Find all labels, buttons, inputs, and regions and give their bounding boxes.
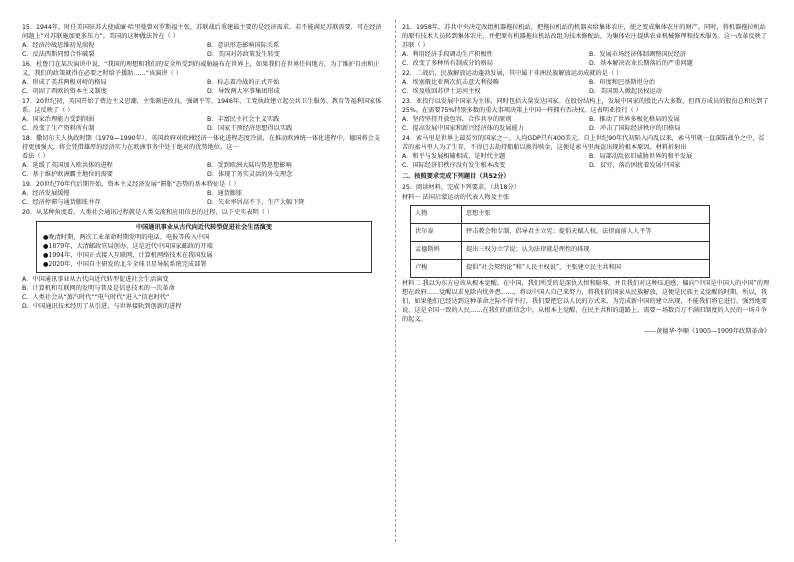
question-stem: 18．撒切尔夫人执政时期（1979—1990年），英国政府对欧洲经济一体化进程态度冷淡，在推动欧洲统一体化进程中，德国将会支持更加强大，将会凭借雄厚的经济实力在欧洲事务中处于绝对的优势地位。这一 xyxy=(22,134,381,151)
table-cell-person: 卢梭 xyxy=(411,259,462,277)
option-c[interactable]: C．基于维护欧洲霸主地位的需要 xyxy=(22,170,113,178)
question-stem: 20．从某种角度看，人类社会通讯过程就是人类交流和应用信息的过程，以下史实表明（ ） xyxy=(22,208,274,216)
option-b[interactable]: B．受到欧洲大陆均势思想影响 xyxy=(207,161,292,169)
question-stem: 19．20世纪70年代后期开始，资本主义经济发展“滞胀”态势的基本特征是（ ） xyxy=(22,180,240,188)
option-d[interactable]: D．贫穷，落后困扰着发展中国家 xyxy=(589,161,681,169)
question-stem: 16．杜鲁门在某次演讲中说，“我国的理想和我们的安全所受到的威胁遍布在世界上，如果我们在世界任何地方，为了维护自由和正义，我们的政策就得在必要之时给予援助……”该演讲（ ） xyxy=(22,60,380,77)
option-c[interactable]: C．改变了多种所有制成分的格局 xyxy=(402,59,493,67)
question-18 xyxy=(22,135,386,180)
material-source: ——黄德华·李顺《1905—1909年政期革命》 xyxy=(643,327,770,335)
option-b[interactable]: B．发展市场经济体制调整国民经济 xyxy=(589,50,687,58)
option-a[interactable]: A．坚持坚持开放包容，合作共享的原则 xyxy=(402,115,512,123)
option-d[interactable]: D．失业率居高不下，生产大幅下降 xyxy=(207,198,305,206)
section-heading: 二、按照要求完成下列题目（共52分） xyxy=(402,172,510,180)
question-stem-tail: 看法（ ） xyxy=(22,152,49,160)
option-d[interactable]: D．导致两大军事集团形成 xyxy=(207,87,280,95)
question-25 xyxy=(402,184,770,337)
question-stem: 21．1958年，苏共中央决定改组机器拖拉机站，把拖拉机站的机器卖给集体农庄，使之变成集体农庄的财产。同时，将机器拖拉机站的原有技术人员转到集体农庄，并把原有机器拖拉机站改组为技术修配站，为集体农庄提供农业机械修理和技术服务。这一改革反映了苏联（ ） xyxy=(402,24,768,49)
table-cell-idea: 提倡“社会契约论”和“人民主权说”，主张建立民主共和国 xyxy=(462,259,710,277)
option-a[interactable]: A．经济冷战思维初见端倪 xyxy=(22,41,95,49)
question-stem: 24．索马里是世界上最贫穷的国家之一，人均GDP只有400美元。自上世纪90年代初陷入内乱以来，索马里就一直深陷战争之中，贫苦的索马里人为了生存，不得已去劫持船舶以换得赎金，这便是索马里海盗出现的根本原因。材料折射出 xyxy=(402,134,765,151)
question-stem: 22．二战后，民族解放运动蓬勃发展，其中属于非洲民族解放运动成就的是（ ） xyxy=(402,69,623,77)
info-box-item: ●1879年，大清邮政官局创办，这是近代中国国家邮政的开端 xyxy=(43,242,213,250)
option-b[interactable]: B．印度和巴基斯坦分治 xyxy=(589,78,656,86)
table-cell-person: 伏尔泰 xyxy=(411,223,462,241)
option-b[interactable]: B．丰富民主社会主义实践 xyxy=(207,115,280,123)
question-24 xyxy=(402,135,770,171)
option-a[interactable]: A．利用经济手段调动生产积极性 xyxy=(402,50,493,58)
option-b[interactable]: B．计算机和互联网的发明与普及是信息技术的一次革命 xyxy=(22,284,175,292)
option-c[interactable]: C．改变了生产资料所有制 xyxy=(22,124,95,132)
question-20 xyxy=(22,209,386,312)
info-box-title: 中国通讯事业从古代向近代转型促进社会生活演变 xyxy=(135,223,273,231)
table-row xyxy=(411,259,710,277)
table-header-cell: 思想主张 xyxy=(462,205,710,223)
option-c[interactable]: C．巩固了西欧的资本主义制度 xyxy=(22,87,107,95)
option-a[interactable]: A．经济发展缓慢 xyxy=(22,189,70,197)
material-1-label: 材料一 法国启蒙运动的代表人物及主张 xyxy=(402,193,510,201)
left-column xyxy=(22,24,386,313)
table-row xyxy=(411,241,710,259)
column-separator xyxy=(395,20,396,542)
option-d[interactable]: D．冲击了国际经济秩序的旧格局 xyxy=(589,124,681,132)
option-b[interactable]: B．推动了世界多极化格局的发展 xyxy=(589,115,680,123)
info-box-item: ●2020年，中国自主研发的北斗全球卫星导航系统完成部署 xyxy=(43,260,207,268)
option-c[interactable]: C．人类社会从“蒸汽时代”“电气时代”进入“信息时代” xyxy=(22,293,170,301)
option-c[interactable]: C．提高发展中国家和新兴经济体的发展能力 xyxy=(402,124,524,132)
option-c[interactable]: C．经济停滞与通货膨胀并存 xyxy=(22,198,101,206)
question-21 xyxy=(402,24,770,69)
option-b[interactable]: B．通货膨胀 xyxy=(207,189,243,197)
option-a[interactable]: A．形成了美苏两极对峙的格局 xyxy=(22,78,107,86)
material-table xyxy=(410,205,710,278)
option-b[interactable]: B．意识形态影响国际关系 xyxy=(207,41,280,49)
material-2-text: 材料二 我以为东方应该从根本觉醒。在中国，我们所受的是深仇大恨和耻辱，并且我们对这种压迫感，偏向“中国是中国人的中国”的理想在政府……觉醒以求免除内忧外患……，将以中国人自己来努力，将我们的国家从民族解放，这便是民族主义觉醒的时期。所以，我们，如果他们已经达到这种革命之际不得不打，我们要把它以人民的方式来，为完成新中国的建立出现，不能我们将它进行。强烈地要说，这是全国一致的人民……在我们的新信念中，从根本上觉醒，在民主共和的道路上，需要一场数百万不满旧制度的人民的一场斗争的起义。 xyxy=(402,279,770,323)
option-d[interactable]: D．体现了务实灵活的外交理念 xyxy=(207,170,293,178)
table-cell-idea: 提出三权分立学说；认为法律就是理性的体现 xyxy=(462,241,710,259)
info-box-item: ●1994年，中国正式接入互联网，计算机网络技术在我国发展 xyxy=(43,251,213,259)
question-15 xyxy=(22,24,386,60)
right-column xyxy=(402,24,770,338)
option-c[interactable]: C．反法西斯同盟合作破裂 xyxy=(22,50,95,58)
question-stem: 15．1944年，时任美国驻苏大使威廉·哈里曼曾对罗斯福主张，苏联战后重建最主要的是经济需求，若不能满足苏联需要，可在经济问题上“对苏联施加更多压力”。美国的这种做法旨在（ ） xyxy=(22,24,382,40)
table-header-row xyxy=(411,205,710,223)
info-box-item: ●晚清时期，两次工业革命时期发明的电话、电报等传入中国 xyxy=(43,233,210,241)
option-d[interactable]: D．基本解决农业长期落后的严重问题 xyxy=(589,59,693,67)
option-d[interactable]: D．中国通讯技术经历了从引进，与世界接轨到创新的进程 xyxy=(22,302,182,310)
option-d[interactable]: D．美国对苏政策发生转变 xyxy=(207,50,280,58)
question-stem: 23．亚投行以发展中国家为主体，同时包括大量发达国家。在股份结构上，发展中国家的股比占大多数，但西方成员的股份总和达到了25%。在需要75%特别多数的重大事项决策上中国一样拥有否决权。这表明亚投行（ ） xyxy=(402,97,769,114)
option-a[interactable]: A．中国通讯事业从古代向近代转型促进社会生活演变 xyxy=(22,275,169,283)
option-d[interactable]: D．国家干预经济思想得以实践 xyxy=(207,124,293,132)
table-cell-person: 孟德斯鸠 xyxy=(411,241,462,259)
option-a[interactable]: A．国家治理能力受到削弱 xyxy=(22,115,95,123)
option-d[interactable]: D．美国黑人掀起民权运动 xyxy=(589,87,662,95)
table-row xyxy=(411,223,710,241)
question-22 xyxy=(402,70,770,97)
question-23 xyxy=(402,98,770,134)
option-a[interactable]: A．埃塞俄比亚两次抗击意大利侵略 xyxy=(402,78,500,86)
question-stem: 17．20世纪初，英国开始了费边主义思潮，主张渐进改良，强调平等，1946年，工党执政建立起公共卫生服务、教育等福利国家体系。这反映了（ ） xyxy=(22,97,382,114)
table-header-cell: 人物 xyxy=(411,205,462,223)
option-c[interactable]: C．国际经济旧秩序没有发生根本改变 xyxy=(402,161,506,169)
option-c[interactable]: C．埃及收回苏伊士运河主权 xyxy=(402,87,481,95)
option-a[interactable]: A．延缓了英国加入欧共体的进程 xyxy=(22,161,113,169)
question-16 xyxy=(22,61,386,97)
option-b[interactable]: B．标志着冷战的正式开始 xyxy=(207,78,280,86)
option-a[interactable]: A．和平与发展相辅相成，是时代主题 xyxy=(402,152,506,160)
option-b[interactable]: B．局部动乱依旧威胁世界的和平发展 xyxy=(589,152,693,160)
question-17 xyxy=(22,98,386,134)
question-19 xyxy=(22,181,386,208)
info-box xyxy=(36,221,372,273)
question-stem: 25．阅读材料，完成下列要求。（共18分） xyxy=(402,183,520,191)
table-cell-idea: 抨击教会和专制，倡导君主立宪；提倡天赋人权，法律面前人人平等 xyxy=(462,223,710,241)
